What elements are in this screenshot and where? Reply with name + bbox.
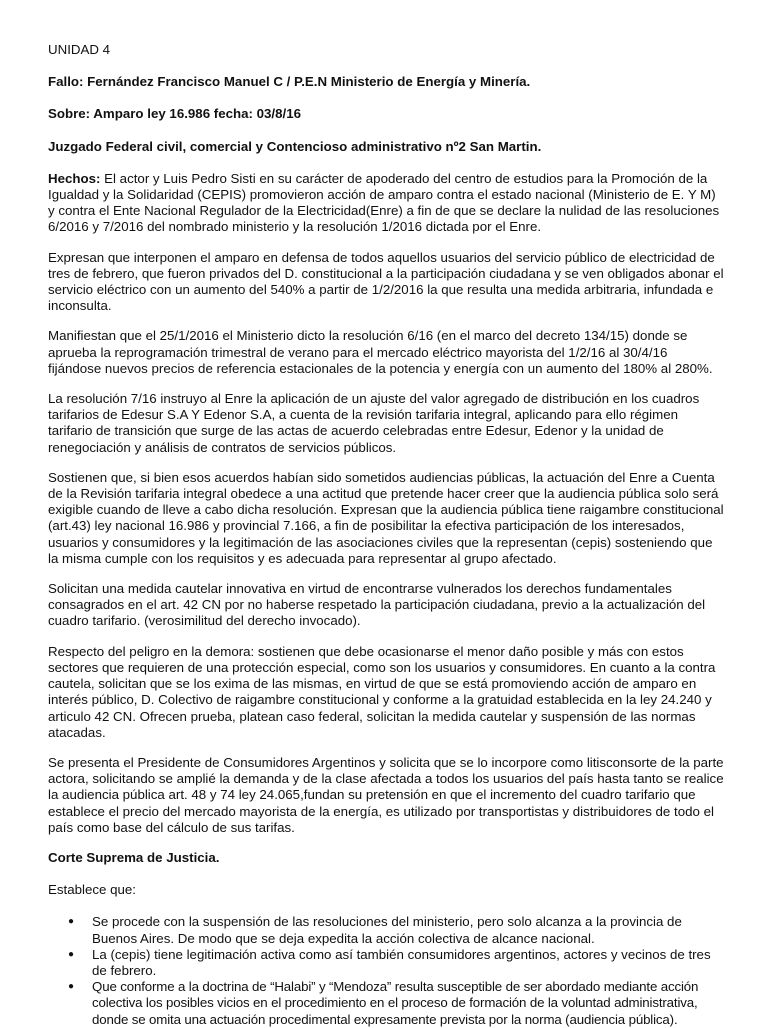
sobre-heading: Sobre: Amparo ley 16.986 fecha: 03/8/16 [48,106,302,122]
document-page [48,42,724,1028]
list-item-text: La (cepis) tiene legitimación activa como así también consumidores argentinos, actores y vecinos de tres de febrero. [92,946,711,978]
paragraph-expresan: Expresan que interponen el amparo en defensa de todos aquellos usuarios del servicio público de electricidad de tres de febrero, que fueron privados del D. constitucional a la participación ciudadana y se ven obligados abonar el servicio eléctrico con un aumento del 540% a partir de 1/2/2016 la que resulta una medida arbitraria, infundada e inconsulta. [48,249,724,314]
list-item [48,914,724,946]
list-item-text: Que conforme a la doctrina de “Halabi” y “Mendoza” resulta susceptible de ser abordado mediante acción colectiva los posibles vicios en el procedimiento en el proceso de formación de la voluntad administrativa, donde se omita una actuación procedimental expresamente prevista por la norma (audiencia pública). [92,979,699,1027]
bullet-list [48,914,724,1027]
list-item-text: Se procede con la suspensión de las resoluciones del ministerio, pero solo alcanza a la provincia de Buenos Aires. De modo que se deja expedita la acción colectiva de alcance nacional. [92,914,682,946]
paragraph-presidente: Se presenta el Presidente de Consumidores Argentinos y solicita que se lo incorpore como litisconsorte de la parte actora, solicitando se amplié la demanda y de la clase afectada a todos los usuarios del país hasta tanto se realice la audiencia pública art. 48 y 74 ley 24.065,fundan su pretensión en que el incremento del cuadro tarifario que establece el precio del mercado mayorista de la energía, es utilizado por transportistas y distribuidores de todo el país como base del cálculo de sus tarifas. [48,754,724,835]
hechos-paragraph [48,171,724,236]
establece-label: Establece que: [48,882,136,898]
paragraph-solicitan: Solicitan una medida cautelar innovativa en virtud de encontrarse vulnerados los derechos fundamentales consagrados en el art. 42 CN por no haberse respetado la participación ciudadana, previo a la actualización del cuadro tarifario. (verosimilitud del derecho invocado). [48,581,706,629]
list-item [48,947,724,979]
paragraph-manifiestan: Manifiestan que el 25/1/2016 el Ministerio dicto la resolución 6/16 (en el marco del decreto 134/15) donde se aprueba la reprogramación trimestral de verano para el mercado eléctrico mayorista del 1/2/16 al 30/4/16 fijándose nuevos precios de referencia estacionales de la potencia y energía con un aumento del 180% al 280%. [48,328,713,376]
bullet-icon: ● [68,981,75,993]
list-item [48,979,724,1028]
unit-heading: UNIDAD 4 [48,42,111,57]
paragraph-peligro-demora: Respecto del peligro en la demora: sostienen que debe ocasionarse el menor daño posible y más con estos sectores que requieren de una protección especial, como son los usuarios y consumidores. En cuanto a la contra cautela, solicitan que se los exima de las mismas, en virtud de que se está promoviendo acción de amparo en interés público, D. Colectivo de raigambre constitucional y conforme a la gratuidad establecida en la ley 24.240 y articulo 42 CN. Ofrecen prueba, platean caso federal, solicitan la medida cautelar y suspensión de las normas atacadas. [48,643,716,740]
bullet-icon: ● [68,948,75,960]
paragraph-sostienen: Sostienen que, si bien esos acuerdos habían sido sometidos audiencias públicas, la actuación del Enre a Cuenta de la Revisión tarifaria integral obedece a una actitud que pretende hacer creer que la audiencia pública solo será exigible cuando de lleve a cabo dicha resolución. Expresan que la audiencia pública tiene raigambre constitucional (art.43) ley nacional 16.986 y provincial 7.166, a fin de posibilitar la efectiva participación de los interesados, usuarios y consumidores y la legitimación de las asociaciones civiles que la representan (cepis) sosteniendo que la misma cumple con los requisitos y es adecuada para representar al grupo afectado. [48,469,724,566]
bullet-icon: ● [68,916,75,928]
hechos-label: Hechos: [48,170,101,186]
hechos-text: El actor y Luis Pedro Sisti en su carácter de apoderado del centro de estudios para la Promoción de la Igualdad y la Solidaridad (CEPIS) promovieron acción de amparo contra el estado nacional (Ministerio de E. Y M) y contra el Ente Nacional Regulador de la Electricidad(Enre) a fin de que se declare la nulidad de las resoluciones 6/2016 y 7/2016 del nombrado ministerio y la resolución 1/2016 dictada por el Enre. [48,170,720,235]
fallo-heading: Fallo: Fernández Francisco Manuel C / P.E.N Ministerio de Energía y Minería. [48,74,531,90]
paragraph-resolucion-7-16: La resolución 7/16 instruyo al Enre la aplicación de un ajuste del valor agregado de distribución en los cuadros tarifarios de Edesur S.A Y Edenor S.A, a cuenta de la revisión tarifaria integral, aplicando para ello régimen tarifario de transición que surge de las actas de acuerdo celebradas entre Edesur, Edenor y la unidad de renegociación y análisis de contratos de servicios públicos. [48,391,700,455]
juzgado-heading: Juzgado Federal civil, comercial y Contencioso administrativo nº2 San Martin. [48,138,542,154]
corte-heading: Corte Suprema de Justicia. [48,849,220,865]
